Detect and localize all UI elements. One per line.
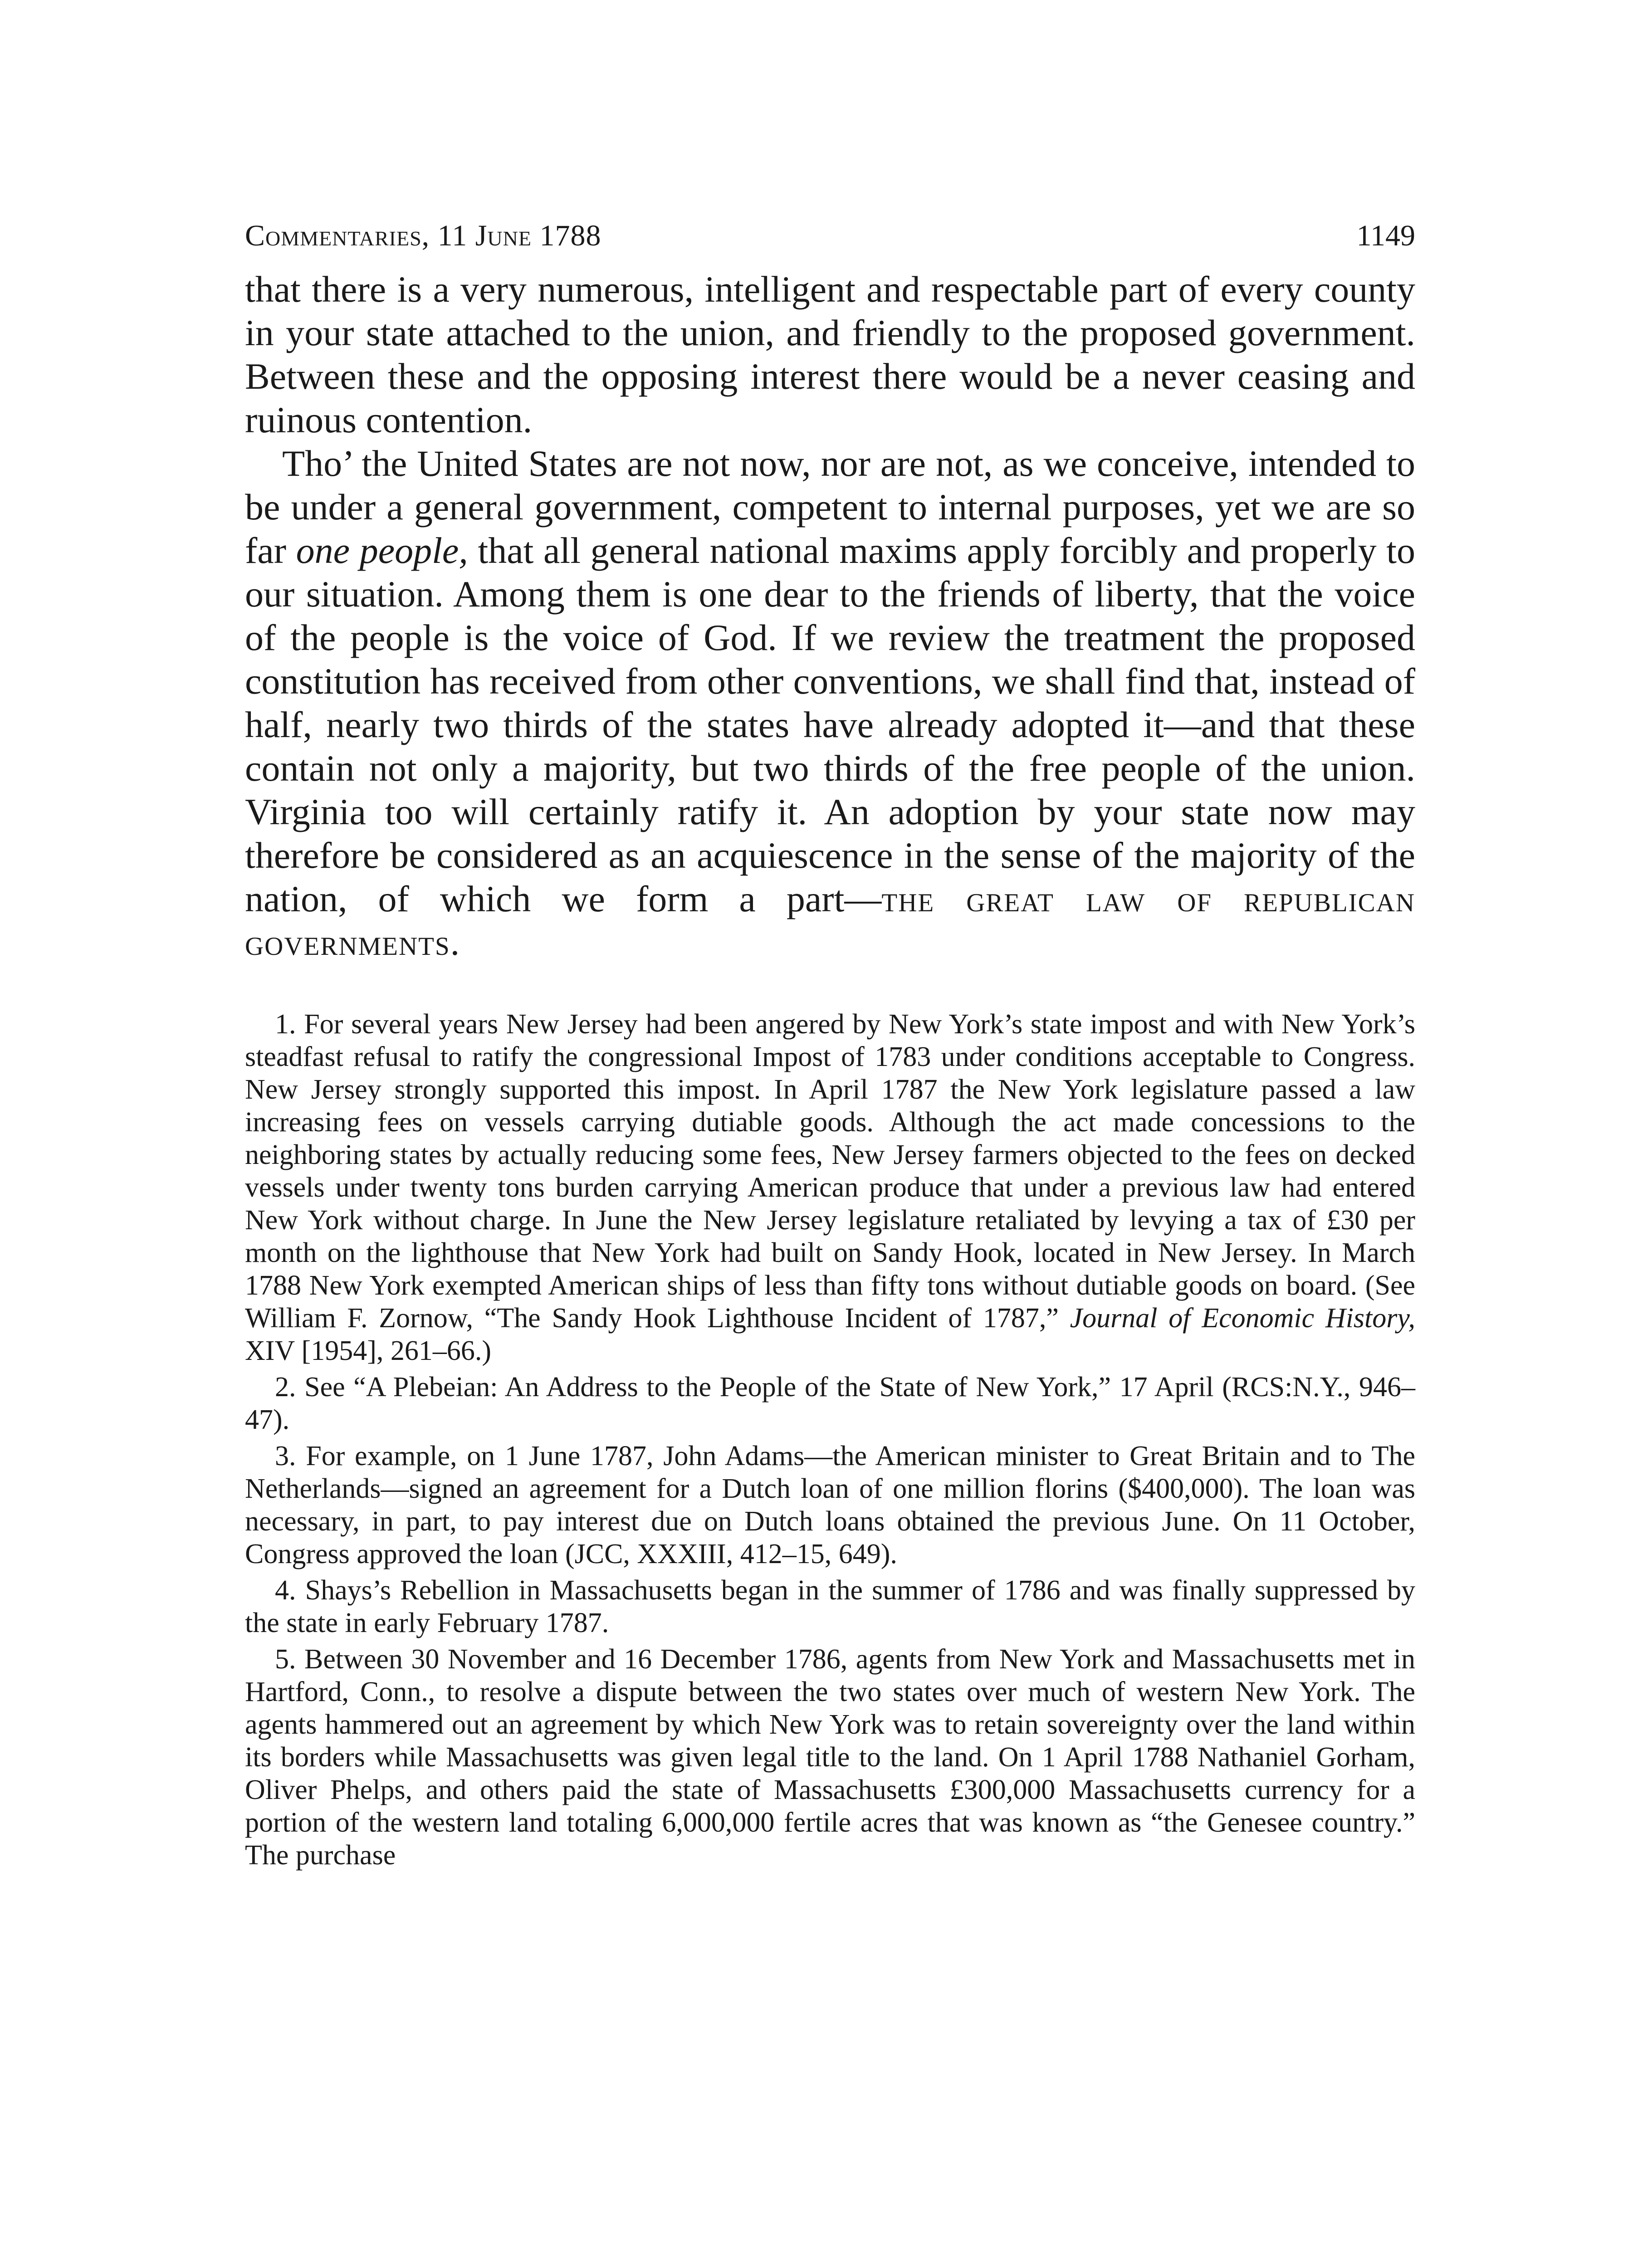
body-paragraph-2-part-b: that all general national maxims apply forcibly and properly to our situation. Among them is one dear to the friends of liberty, that the voice of the people is the voice of God. If we review the treatment the proposed constitution has received from other conventions, we shall find that, instead of half, nearly two thirds of the states have already adopted it—and that these contain not only a majority, but two thirds of the free people of the union. Virginia too will certainly ratify it. An adoption by your state now may therefore be considered as an acquiescence in the sense of the majority of the nation, of which we form a part— bbox=[245, 530, 1416, 919]
body-paragraph-1: that there is a very numerous, intelligent and respectable part of every county in your state attached to the union, and friendly to the proposed government. Between these and the opposing interest there would be a never ceasing and ruinous contention. bbox=[245, 269, 1415, 440]
body-paragraph-2 bbox=[245, 442, 1415, 964]
book-page bbox=[245, 218, 1415, 1875]
main-text bbox=[245, 268, 1415, 964]
footnote-1 bbox=[245, 1008, 1415, 1367]
footnote-4: 4. Shays’s Rebellion in Massachusetts began in the summer of 1786 and was finally suppressed by the state in early February 1787. bbox=[245, 1575, 1415, 1638]
running-head bbox=[245, 218, 1415, 268]
running-title: Commentaries, 11 June 1788 bbox=[245, 219, 601, 252]
body-paragraph-2-small-caps: the great law of republican governments. bbox=[245, 878, 1415, 963]
footnote-1-part-a: 1. For several years New Jersey had been angered by New York’s state impost and with New York’s steadfast refusal to ratify the congressional Impost of 1783 under conditions acceptable to Congress. New Jersey strongly supported this impost. In April 1787 the New York legislature passed a law increasing fees on vessels carrying dutiable goods. Although the act made concessions to the neighboring states by actually reducing some fees, New Jersey farmers objected to the fees on decked vessels under twenty tons burden carrying American produce that under a previous law had entered New York without charge. In June the New Jersey legislature retaliated by levying a tax of £30 per month on the lighthouse that New York had built on Sandy Hook, located in New Jersey. In March 1788 New York exempted American ships of less than fifty tons without dutiable goods on board. (See William F. Zornow, “The Sandy Hook Lighthouse Incident of 1787,” bbox=[245, 1009, 1415, 1334]
body-paragraph-2-part-a: Tho’ the United States are not now, nor are not, as we conceive, intended to be under a general government, competent to internal purposes, yet we are so far bbox=[245, 443, 1415, 571]
footnotes bbox=[245, 1008, 1415, 1872]
footnote-1-part-b: XIV [1954], 261–66.) bbox=[245, 1335, 492, 1366]
page-number: 1149 bbox=[1356, 219, 1415, 252]
footnote-3: 3. For example, on 1 June 1787, John Adams—the American minister to Great Britain and to The Netherlands—signed an agreement for a Dutch loan of one million florins ($400,000). The loan was necessary, in part, to pay interest due on Dutch loans obtained the previous June. On 11 October, Congress approved the loan (JCC, XXXIII, 412–15, 649). bbox=[245, 1441, 1415, 1569]
footnote-5: 5. Between 30 November and 16 December 1786, agents from New York and Massachusetts met in Hartford, Conn., to resolve a dispute between the two states over much of western New York. The agents hammered out an agreement by which New York was to retain sovereignty over the land within its borders while Massachusetts was given legal title to the land. On 1 April 1788 Nathaniel Gorham, Oliver Phelps, and others paid the state of Massachusetts £300,000 Massachusetts currency for a portion of the western land totaling 6,000,000 fertile acres that was known as “the Genesee country.” The purchase bbox=[245, 1644, 1415, 1871]
footnote-2: 2. See “A Plebeian: An Address to the People of the State of New York,” 17 April (RCS:N.Y., 946–47). bbox=[245, 1372, 1415, 1435]
body-paragraph-2-italic: one people, bbox=[296, 530, 468, 571]
footnote-1-italic: Journal of Economic History, bbox=[1070, 1303, 1415, 1334]
